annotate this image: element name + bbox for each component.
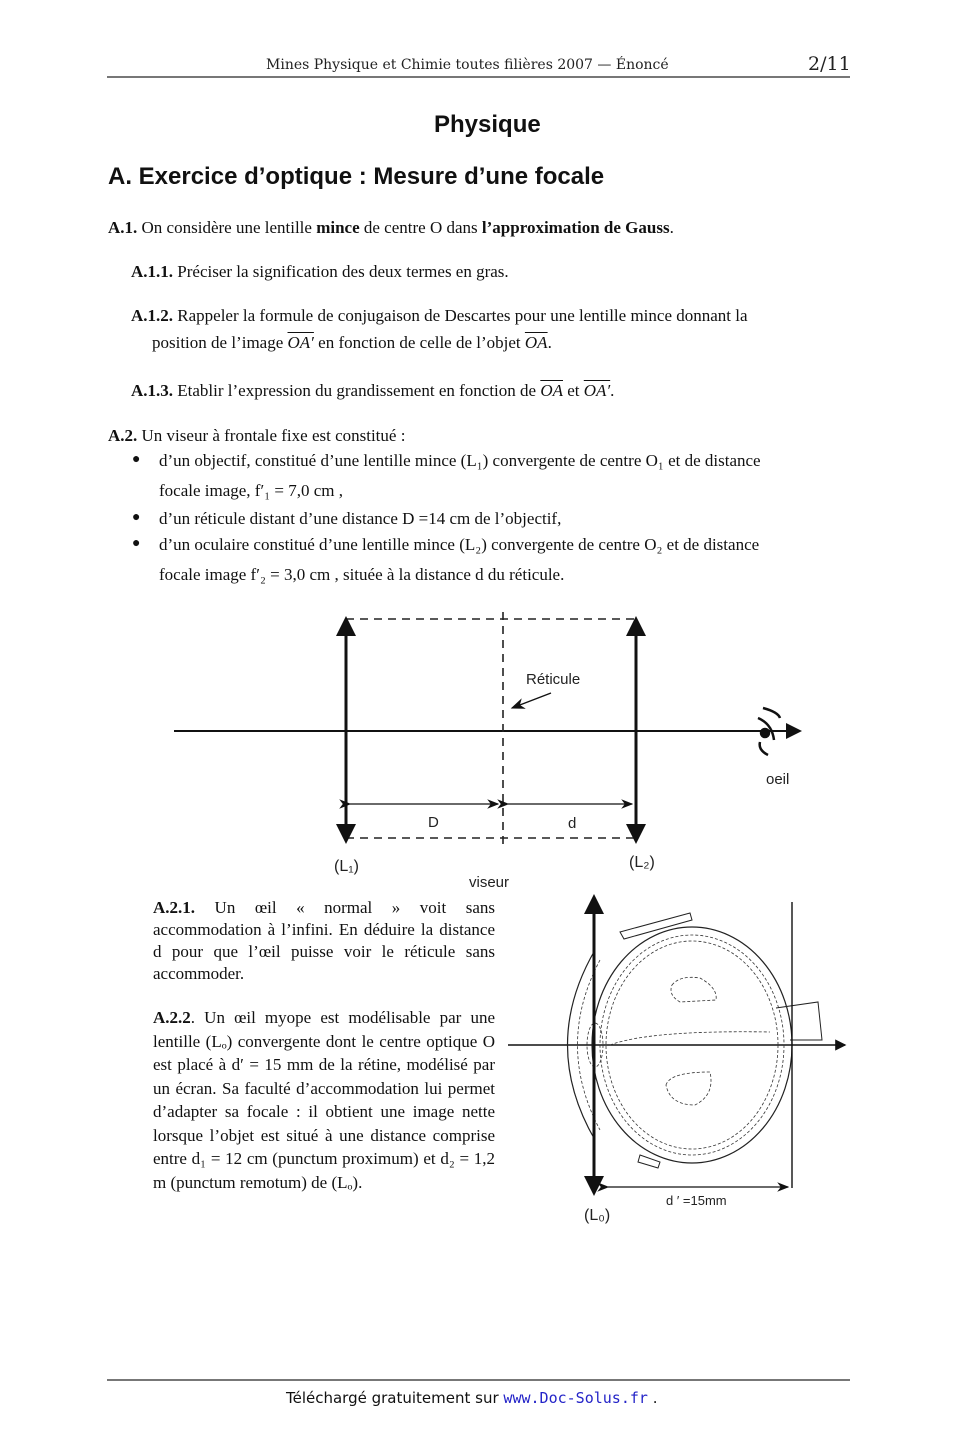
dprime-label: d ′ =15mm: [666, 1193, 727, 1208]
question-label: A.2.1.: [153, 898, 196, 917]
eye-diagram: [500, 890, 860, 1230]
section-title: Physique: [434, 111, 541, 138]
question-a12-line2: position de l’image OA′ en fonction de celle de l’objet $\overline{OA}$.: [152, 333, 552, 352]
bullet-icon: ●: [132, 536, 141, 551]
question-a21: A.2.1. Un œil « normal » voit sans accommodation à l’infini. En déduire la distance d pour que l’œil puisse voir le réticule sans accommoder.: [153, 898, 495, 983]
list-item-cont: focale image, f′₁ = 7,0 cm ,: [159, 481, 343, 500]
list-item: d’un oculaire constitué d’une lentille mince (L₂) convergente de centre O₂ et de distance: [159, 535, 760, 554]
question-a12: A.1.2. Rappeler la formule de conjugaison de Descartes pour une lentille mince donnant la: [131, 306, 748, 325]
d-label: d: [568, 815, 577, 832]
question-label: A.1.2.: [131, 306, 174, 325]
vector-oa: $\overline{OA}$: [524, 333, 548, 352]
question-label: A.1.: [108, 218, 138, 237]
bullet-icon: ●: [132, 510, 141, 525]
question-label: A.2.2: [153, 1008, 191, 1027]
question-label: A.1.1.: [131, 262, 174, 281]
question-a11: A.1.1. Préciser la signification des deux termes en gras.: [131, 262, 509, 281]
footer-text: Téléchargé gratuitement sur: [286, 1389, 499, 1407]
list-item: d’un objectif, constitué d’une lentille mince (L₁) convergente de centre O₁ et de distance: [159, 451, 761, 470]
running-header-title: Mines Physique et Chimie toutes filières 2007 — Énoncé: [266, 57, 669, 73]
L1-label: (L₁): [334, 858, 359, 875]
question-label: A.2.: [108, 426, 138, 445]
question-a13: A.1.3. Etablir l’expression du grandissement en fonction de $\overline{OA}$ et OA′.: [131, 381, 615, 400]
L2-label: (L₂): [629, 854, 655, 871]
exercise-title: A. Exercice d’optique : Mesure d’une focale: [108, 163, 605, 190]
eye-label: oeil: [766, 771, 790, 788]
list-item-cont: focale image f′₂ = 3,0 cm , située à la distance d du réticule.: [159, 565, 565, 584]
bullet-icon: ●: [132, 452, 141, 467]
footer-rule: [107, 1379, 850, 1381]
question-a2: A.2. Un viseur à frontale fixe est constitué :: [108, 426, 406, 445]
footer: Téléchargé gratuitement sur www.Doc-Solus.fr .: [286, 1389, 658, 1407]
D-label: D: [428, 814, 439, 831]
L0-label: (L₀): [584, 1207, 611, 1224]
question-a1: A.1. On considère une lentille mince de centre O dans l’approximation de Gauss.: [108, 218, 674, 237]
question-label: A.1.3.: [131, 381, 174, 400]
vector-oa-prime: OA′: [287, 333, 314, 352]
question-a22: A.2.2. Un œil myope est modélisable par une lentille (Lₒ) convergente dont le centre optique O est placé à d′ = 15 mm de la rétine, modélisé par un écran. Sa faculté d’accommodation lui permet d’adapter sa focale : il obtient une image nette lorsque l’objet est situé à une distance comprise entre d₁ = 12 cm (punctum proximum) et d₂ = 1,2 m (punctum remotum) de (Lₒ).: [153, 1008, 495, 1192]
footer-link[interactable]: www.Doc-Solus.fr: [503, 1389, 648, 1407]
list-item: d’un réticule distant d’une distance D =14 cm de l’objectif,: [159, 509, 562, 528]
viseur-caption: viseur: [469, 874, 510, 891]
page-number: 2/11: [808, 53, 851, 75]
viseur-diagram: [160, 600, 840, 900]
reticule-label: Réticule: [526, 671, 581, 688]
header-rule: [107, 76, 850, 78]
